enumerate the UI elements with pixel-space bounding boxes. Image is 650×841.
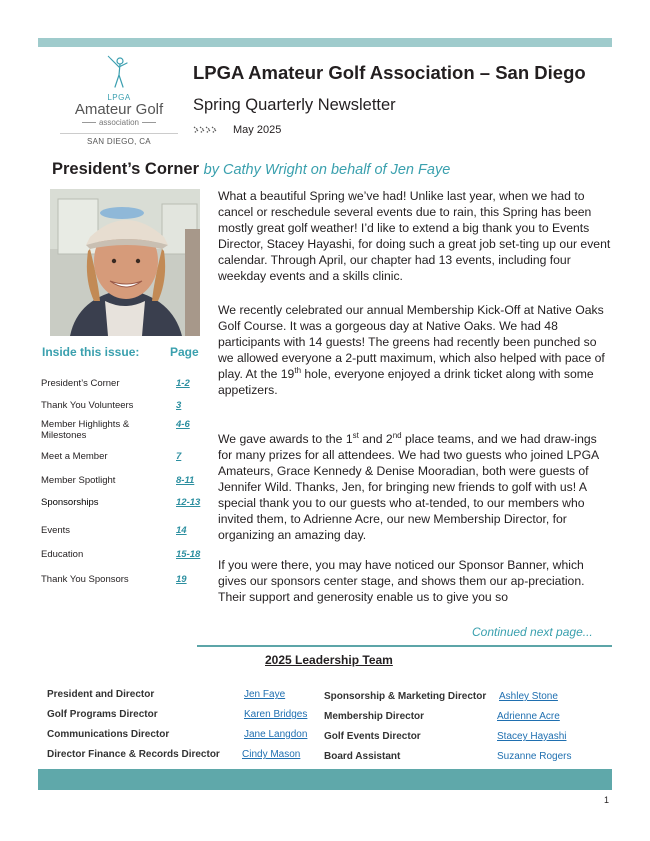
toc-page-link[interactable]: 14 [176, 525, 187, 536]
newsletter-subtitle: Spring Quarterly Newsletter [193, 96, 396, 114]
logo-place-text: SAN DIEGO, CA [60, 133, 178, 146]
toc-item-label: Member Spotlight [41, 475, 116, 486]
toc-item-label: Events [41, 525, 71, 536]
newsletter-title: LPGA Amateur Golf Association – San Diego [193, 62, 586, 83]
toc-item-label: Thank You Sponsors [41, 574, 129, 585]
leader-role: Sponsorship & Marketing Director [324, 691, 487, 702]
toc-item-label: Meet a Member [41, 451, 108, 462]
toc-item-label: Member Highlights & Milestones [41, 419, 130, 441]
leader-name-link[interactable]: Cindy Mason [242, 749, 301, 760]
golfer-logo-icon [99, 55, 139, 95]
leader-name-link[interactable]: Jen Faye [244, 689, 286, 700]
leader-name-link[interactable]: Karen Bridges [244, 709, 308, 720]
toc-page-heading: Page [170, 345, 199, 359]
article-paragraph-1: What a beautiful Spring we’ve had! Unlike last year, when we had to cancel or reschedule several events due to rain, this Spring has been mostly great golf weather! I’d like to extend a big thank you to Events Director, Stacey Hayashi, for doing such a great job set-ting up our event calendar. Through April, our chapter had 13 events, including four weekday events and a skills clinic. [218, 189, 611, 283]
leader-name-link[interactable]: Jane Langdon [244, 729, 308, 740]
article-title: President’s Corner [52, 160, 200, 178]
article-paragraph-4: If you were there, you may have noticed our Sponsor Banner, which gives our sponsors center stage, and shows them our ap-preciation. Their support and generosity enable us to give you so [218, 558, 585, 604]
bottom-accent-bar [38, 769, 612, 790]
toc-page-link[interactable]: 19 [176, 574, 187, 585]
toc-page-link[interactable]: 12-13 [176, 497, 201, 508]
toc-header [42, 345, 214, 359]
toc-item-label: Thank You Volunteers [41, 400, 134, 411]
president-photo [50, 189, 200, 336]
leader-role: Membership Director [324, 711, 425, 722]
toc-heading: Inside this issue: [42, 345, 140, 359]
toc-page-link[interactable]: 15-18 [176, 549, 201, 560]
arrows-icon [193, 125, 219, 135]
leader-name-link[interactable]: Ashley Stone [499, 691, 558, 702]
continued-link[interactable]: Continued next page... [472, 625, 593, 639]
article-heading [52, 160, 450, 179]
leader-role: President and Director [47, 689, 155, 700]
page-number: 1 [604, 795, 610, 805]
toc-page-link[interactable]: 7 [176, 451, 182, 462]
toc-page-link[interactable]: 1-2 [176, 378, 190, 389]
article-paragraph-2: We recently celebrated our annual Membership Kick-Off at Native Oaks Golf Course. It was a gorgeous day at Native Oaks. We had 48 participants with 14 guests! The greens had recently been punched so we allowed everyone a 2-putt maximum, which also helped with pace of play. At the 19th hole, everyone enjoyed a drink ticket along with some appetizers. [218, 303, 605, 397]
toc-page-link[interactable]: 4-6 [176, 419, 190, 430]
logo-association-text: association [60, 118, 178, 128]
leader-name-link[interactable]: Stacey Hayashi [497, 731, 567, 742]
leader-name: Suzanne Rogers [497, 751, 572, 762]
toc-page-link[interactable]: 8-11 [176, 475, 195, 486]
toc-item-label: President’s Corner [41, 378, 120, 389]
logo-lpga-text: LPGA [107, 93, 131, 102]
association-logo [60, 55, 178, 155]
toc-item-label: Sponsorships [41, 497, 99, 508]
logo-amateur-text: Amateur Golf [74, 101, 164, 118]
section-divider [197, 645, 612, 647]
toc-page-link[interactable]: 3 [176, 400, 182, 411]
leader-role: Director Finance & Records Director [47, 749, 220, 760]
top-accent-bar [38, 38, 612, 47]
leader-role: Golf Programs Director [47, 709, 158, 720]
leader-role: Communications Director [47, 729, 170, 740]
leadership-title: 2025 Leadership Team [265, 653, 393, 667]
leader-role: Board Assistant [324, 751, 401, 762]
leader-role: Golf Events Director [324, 731, 421, 742]
article-byline: by Cathy Wright on behalf of Jen Faye [203, 162, 451, 178]
article-paragraph-3: We gave awards to the 1st and 2nd place teams, and we had draw-ings for many prizes for all attendees. We had two guests who joined LPGA Amateurs, Grace Kennedy & Denise Mooradian, both were guests of Jennifer Wild. Thanks, Jen, for bringing new friends to golf with us! A special thank you to our guests who at-tended, to our members who invited them, to Adrienne Acre, our new Membership Director, for organizing an amazing day. [218, 430, 599, 542]
issue-date: May 2025 [233, 124, 282, 136]
leader-name-link[interactable]: Adrienne Acre [497, 711, 560, 722]
toc-item-label: Education [41, 549, 84, 560]
issue-date-row [193, 124, 281, 136]
